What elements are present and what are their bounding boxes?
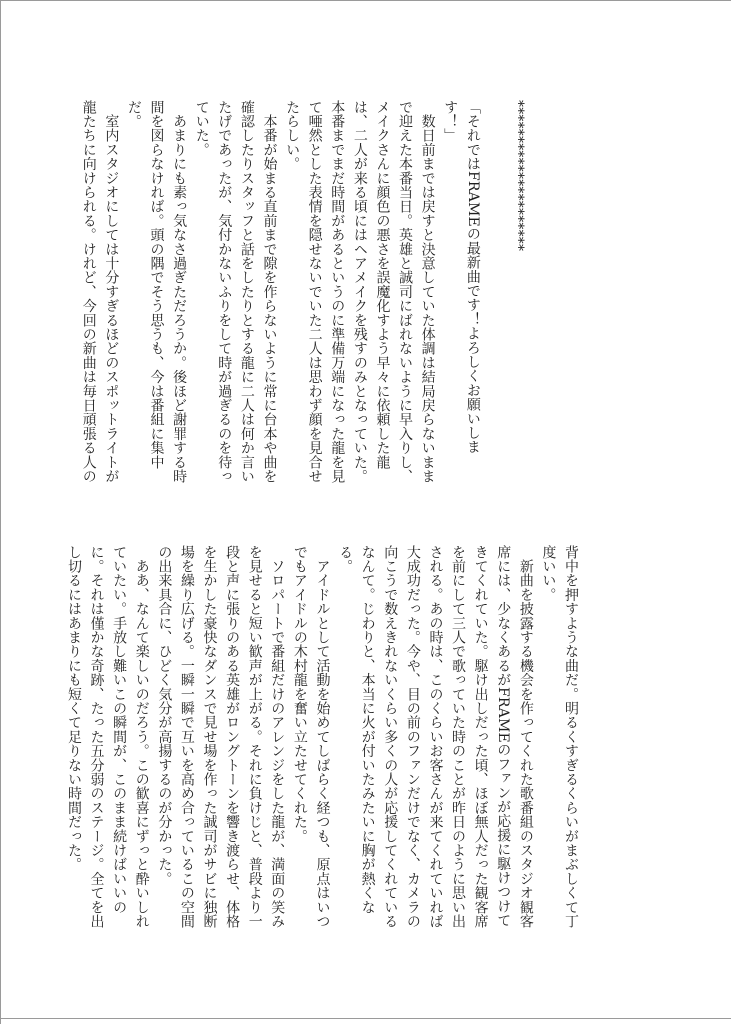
page-border-top [0,0,731,1]
text-line: 新曲を披露する機会を作ってくれた歌番組のスタジオ観客 [517,545,534,929]
text-line: きてくれていた。駆け出しだった頃、ほぼ無人だった観客席 [472,545,489,929]
text-line: 間を図らなければ。頭の隅でそう思うも、今は番組に集中 [148,100,165,470]
lower-text-block [62,545,582,975]
text-line: に。それは僅かな奇跡、たった五分弱のステージ。全てを出 [88,545,105,929]
text-line: ていたい。手放し難いこの瞬間が、このまま続けばいいの [111,545,128,915]
text-line: 確認したりスタッフと話をしたりとする龍に二人は何か言い [238,100,255,484]
text-line: される。あの時は、このくらいお客さんが来てくれていれば [427,545,444,929]
text-line: 段と声に張りのある英雄がロングトーンを響き渡らせ、体格 [224,545,241,929]
text-line: たらしい。 [284,100,301,171]
text-line: 向こうで数えきれないくらい多くの人が応援してくれている [382,545,399,929]
text-line: は、二人が来る頃にはヘアメイクを残すのみとなっていた。 [351,100,368,484]
text-line: 大成功だった。今や、目の前のファンだけでなく、カメラの [404,545,421,929]
text-line: メイクさんに顔色の悪さを誤魔化すよう早々に依頼した龍 [374,100,391,470]
text-line: る。 [337,545,354,574]
text-line: 室内スタジオにしては十分すぎるほどのスポットライトが [103,100,120,484]
text-line: を前にして三人で歌っていた時のことが昨日のように思い出 [450,545,467,929]
page-border-left [0,0,1,1024]
text-line: 「それではFRAMEの最新曲です！よろしくお願いしま [464,100,481,455]
text-line: し切るにはあまりにも短くて足りない時間だった。 [65,545,82,872]
text-line: 席には、少なくあるがFRAMEのファンが応援に駆けつけて [495,545,512,928]
text-line: アイドルとして活動を始めてしばらく経つも、原点はいつ [314,545,331,929]
text-line: 数日前までは戻すと決意していた体調は結局戻らないまま [419,100,436,484]
text-line: 場を繰り広げる。一瞬一瞬で互いを高め合っているこの空間 [178,545,195,929]
text-line: でもアイドルの木村龍を奮い立たせてくれた。 [291,545,308,844]
text-line: あまりにも素っ気なさ過ぎただろうか。後ほど謝罪する時 [171,100,188,484]
text-line: で迎えた本番当日。英雄と誠司にばれないように早入りし、 [397,100,414,484]
text-line: ていた。 [193,100,210,157]
text-line: だ。 [125,100,142,129]
page-border-bottom [0,1018,731,1019]
text-line: たげであったが、気付かないふりをして時が過ぎるのを待っ [216,100,233,484]
text-line: 龍たちに向けられる。けれど、今回の新曲は毎日頑張る人の [80,100,97,484]
text-line: す！」 [442,100,459,143]
text-line: 本番が始まる直前まで隙を作らないように常に台本や曲を [261,100,278,484]
scene-break-asterisks: ********************* [510,100,526,252]
text-line: を見せると短い歓声が上がる。それに負けじと、普段より一 [246,545,263,929]
text-line: て唖然とした表情を隠せないでいた二人は思わず顔を見合せ [306,100,323,484]
text-line [484,100,507,500]
text-line: 本番までまだ時間があるというのに準備万端になった龍を見 [329,100,346,484]
text-line: を生かした豪快なダンスで見せ場を作った誠司がサビに独断 [201,545,218,929]
text-line: 背中を押すような曲だ。明るくすぎるくらいがまぶしくて丁 [563,545,579,929]
text-line: 度いい。 [540,545,557,602]
text-line: なんて。じわりと、本当に火が付いたみたいに胸が熱くな [359,545,376,915]
upper-text-block [77,100,529,500]
text-line: ソロパートで番組だけのアレンジをした龍が、満面の笑み [269,545,286,929]
text-line: の出来具合に、ひどく気分が高揚するのが分かった。 [156,545,173,886]
text-line: ああ、なんて楽しいのだろう。この歓喜にずっと酔いしれ [133,545,150,929]
